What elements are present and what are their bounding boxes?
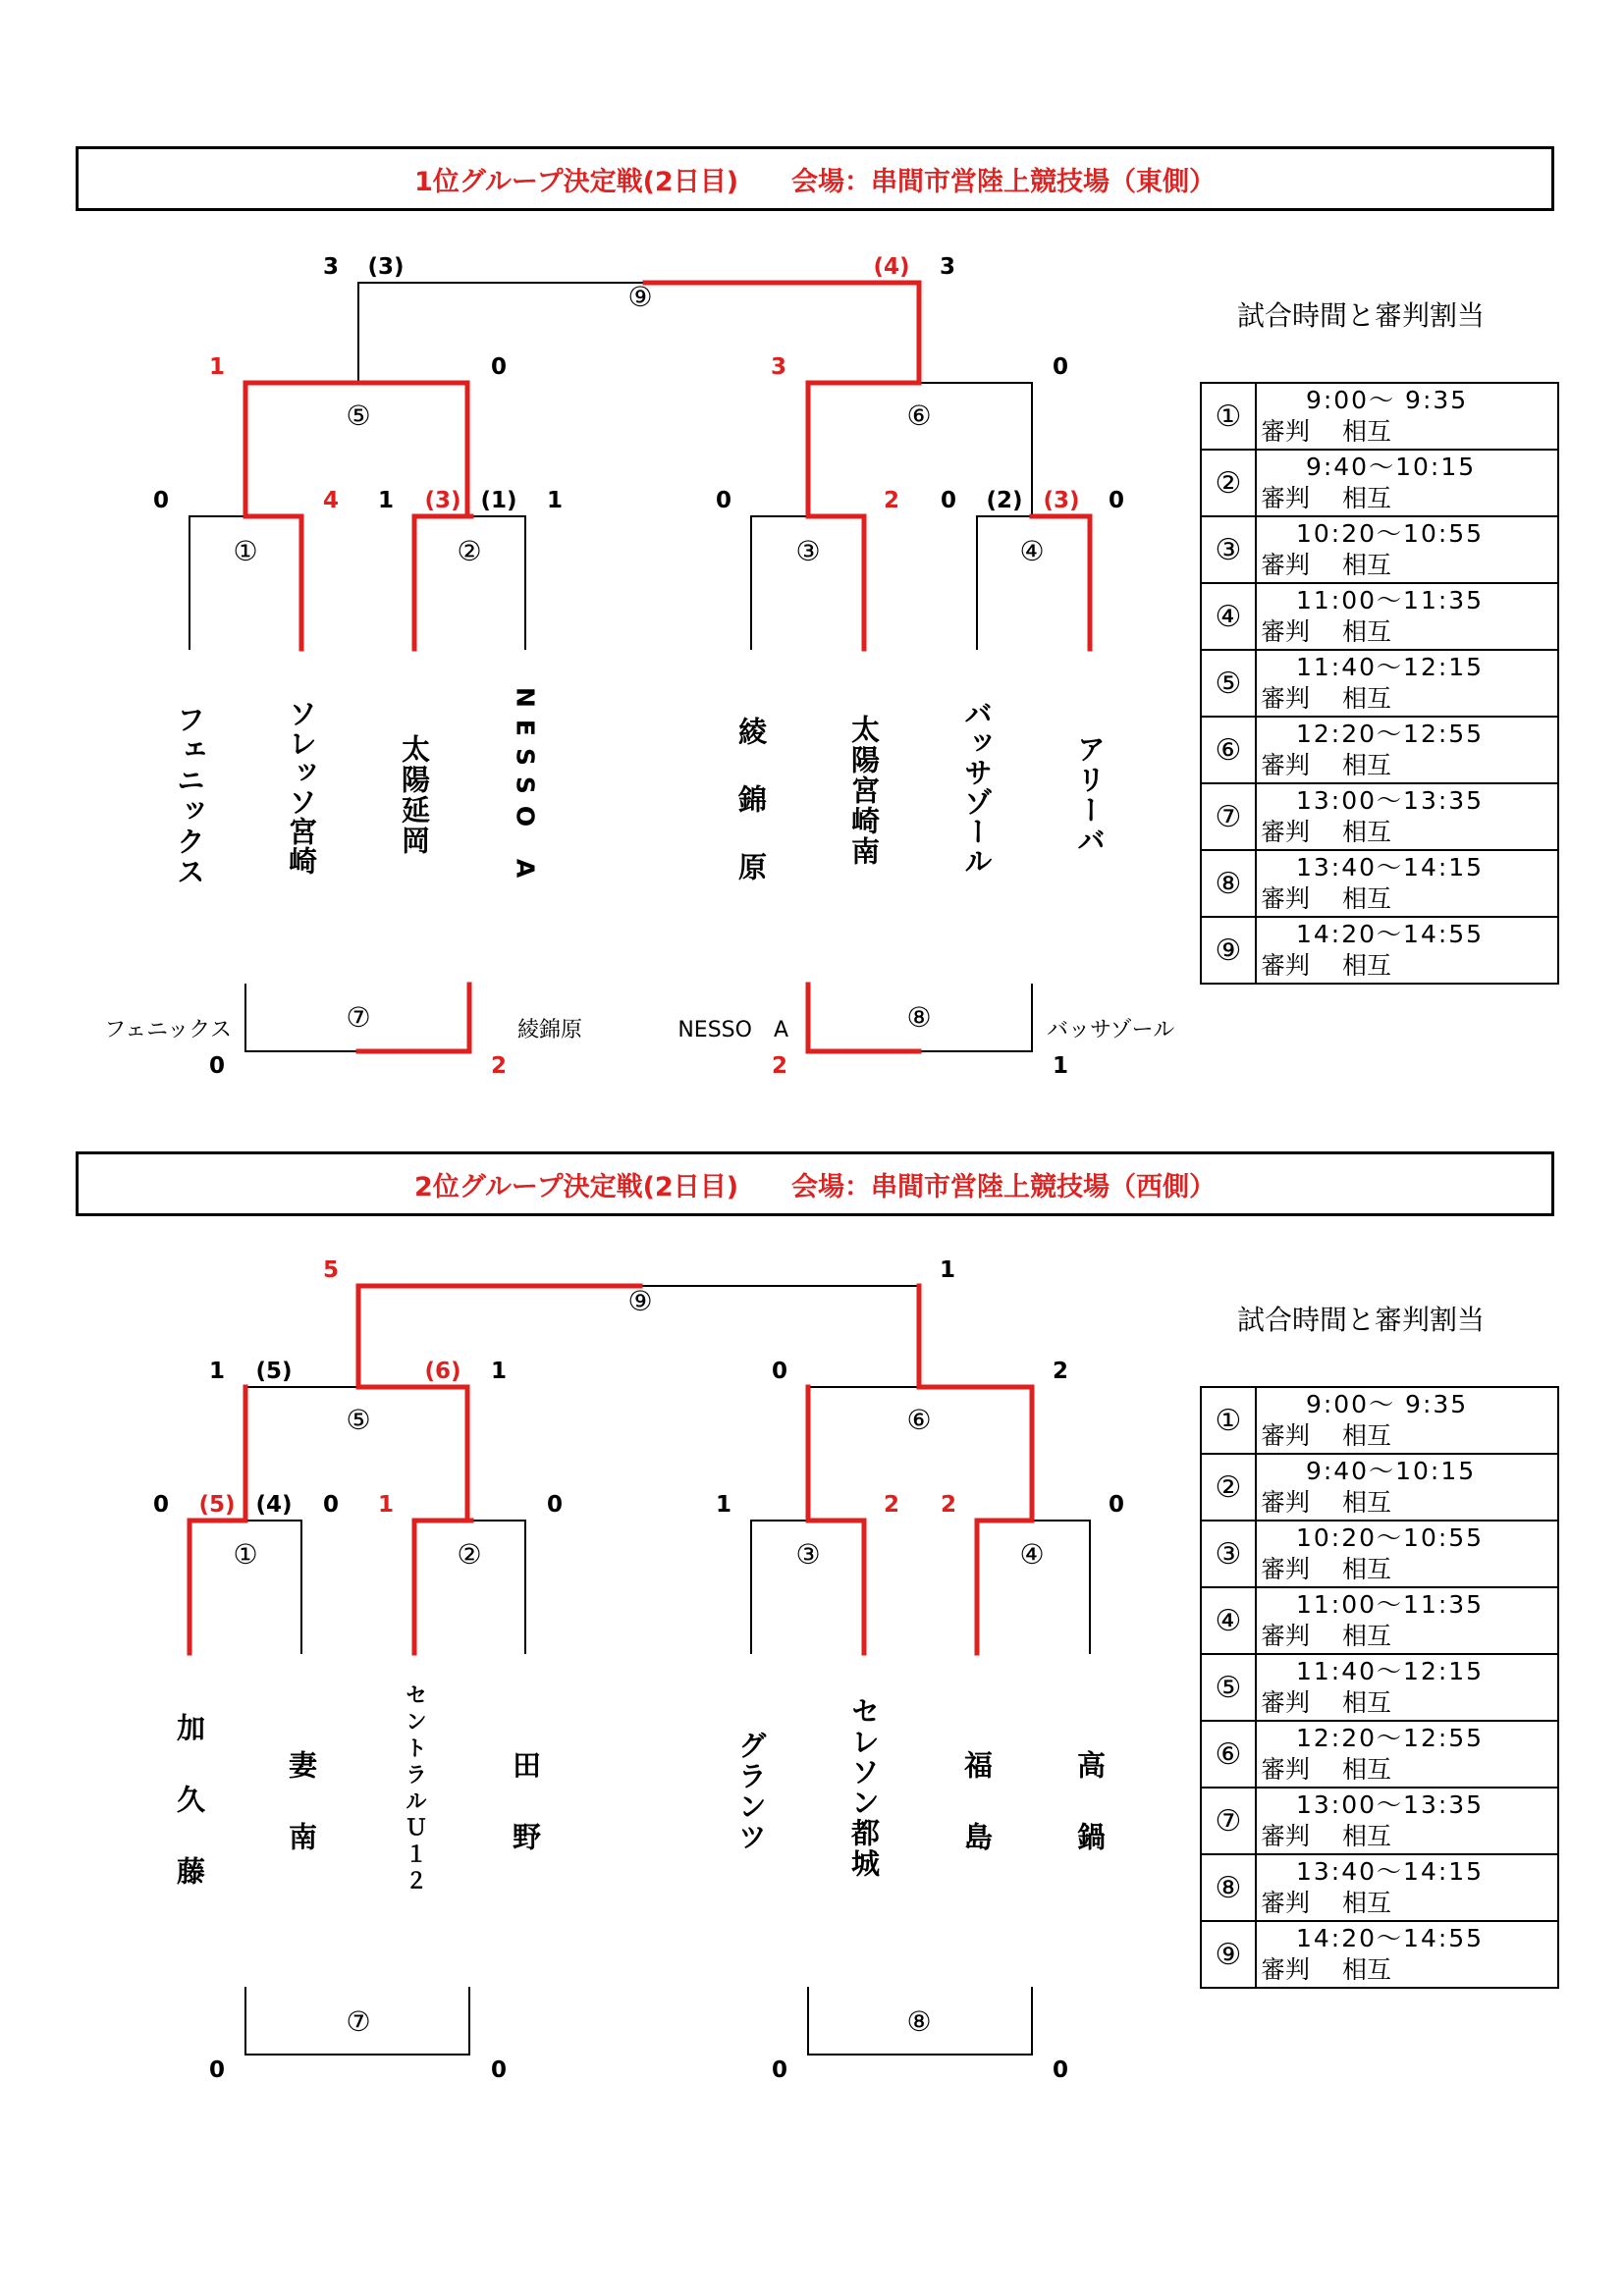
match-label: ③ (795, 535, 821, 567)
schedule-time: 13:00～13:35 (1296, 1790, 1485, 1819)
schedule-referee: 審判 相互 (1261, 818, 1391, 846)
score: 0 (490, 2057, 508, 2083)
schedule-no: ④ (1201, 583, 1256, 650)
schedule-referee: 審判 相互 (1261, 417, 1391, 446)
score: 0 (1108, 1492, 1125, 1518)
score: 0 (1108, 488, 1125, 513)
schedule-referee: 審判 相互 (1261, 884, 1391, 913)
score: 0 (771, 1359, 788, 1384)
team-name: ソレッソ宮崎 (285, 699, 318, 876)
pk-score: (4) (873, 254, 910, 280)
team-name: 妻南 (285, 1750, 318, 1894)
score: 1 (715, 1492, 732, 1518)
schedule-no: ⑦ (1201, 783, 1256, 850)
schedule-row (1201, 1654, 1558, 1721)
match-label: ⑤ (346, 400, 371, 432)
schedule-title: 試合時間と審判割当 (1237, 299, 1486, 332)
pk-score: (1) (480, 488, 517, 513)
schedule-no: ⑦ (1201, 1788, 1256, 1854)
match-label: ① (233, 1538, 258, 1571)
team-name: 太陽延岡 (398, 734, 431, 856)
pk-score: (2) (986, 488, 1023, 513)
team-name: グランツ (734, 1731, 768, 1852)
score: 4 (322, 488, 340, 513)
pk-score: (3) (367, 254, 405, 280)
schedule-time: 11:00～11:35 (1296, 1590, 1485, 1619)
score: 0 (152, 1492, 170, 1518)
score: 2 (883, 1492, 900, 1518)
match-label: ③ (795, 1538, 821, 1571)
score: 1 (546, 488, 564, 513)
score: 3 (322, 254, 340, 280)
team-name: NESSO A (511, 687, 540, 890)
score: 2 (940, 1492, 957, 1518)
schedule-row (1201, 1721, 1558, 1788)
team-name: バッサゾール (960, 699, 994, 876)
pk-score: (4) (255, 1492, 293, 1518)
match-label: ⑥ (906, 1404, 932, 1436)
schedule-no: ⑤ (1201, 1654, 1256, 1721)
schedule-referee: 審判 相互 (1261, 1755, 1391, 1784)
score: 1 (208, 354, 226, 380)
score: 0 (152, 488, 170, 513)
schedule-no: ⑨ (1201, 1921, 1256, 1988)
schedule-referee: 審判 相互 (1261, 1555, 1391, 1583)
placement-team: フェニックス (104, 1018, 232, 1042)
schedule-time: 14:20～14:55 (1296, 1924, 1485, 1952)
score: 0 (208, 2057, 226, 2083)
match-label: ⑥ (906, 400, 932, 432)
team-name: フェニックス (173, 705, 206, 887)
schedule-referee: 審判 相互 (1261, 617, 1391, 646)
schedule-referee: 審判 相互 (1261, 684, 1391, 713)
schedule-referee: 審判 相互 (1261, 1955, 1391, 1984)
section-1-header: 1位グループ決定戦(2日目) 会場：串間市営陸上競技場（東側） (76, 146, 1554, 211)
score: 0 (715, 488, 732, 513)
match-label: ② (457, 1538, 482, 1571)
match-label: ⑧ (906, 2005, 932, 2038)
score: 2 (883, 488, 900, 513)
pk-score: (5) (255, 1359, 293, 1384)
schedule-no: ② (1201, 450, 1256, 516)
schedule-no: ② (1201, 1454, 1256, 1521)
schedule-row (1201, 1788, 1558, 1854)
team-name: 福島 (960, 1750, 994, 1894)
schedule-time: 14:20～14:55 (1296, 920, 1485, 948)
schedule-no: ⑤ (1201, 650, 1256, 717)
schedule-referee: 審判 相互 (1261, 484, 1391, 512)
schedule-no: ⑥ (1201, 717, 1256, 783)
score: 2 (1052, 1359, 1069, 1384)
schedule-table (1200, 1386, 1559, 1989)
schedule-row (1201, 1387, 1558, 1454)
score: 0 (940, 488, 957, 513)
match-label: ⑦ (346, 1001, 371, 1034)
schedule-row (1201, 1521, 1558, 1587)
score: 1 (377, 1492, 395, 1518)
schedule-no: ③ (1201, 516, 1256, 583)
schedule-title: 試合時間と審判割当 (1237, 1304, 1486, 1336)
match-label: ⑨ (627, 281, 653, 313)
schedule-referee: 審判 相互 (1261, 951, 1391, 980)
schedule-referee: 審判 相互 (1261, 1688, 1391, 1717)
schedule-no: ① (1201, 1387, 1256, 1454)
score: 0 (1052, 354, 1069, 380)
schedule-row (1201, 1587, 1558, 1654)
pk-score: (5) (198, 1492, 236, 1518)
match-label: ⑧ (906, 1001, 932, 1034)
score: 1 (490, 1359, 508, 1384)
schedule-time: 11:00～11:35 (1296, 586, 1485, 614)
schedule-row (1201, 1921, 1558, 1988)
schedule-time: 11:40～12:15 (1296, 1657, 1485, 1685)
schedule-referee: 審判 相互 (1261, 1622, 1391, 1650)
team-name: 田野 (509, 1750, 542, 1894)
schedule-no: ③ (1201, 1521, 1256, 1587)
schedule-time: 10:20～10:55 (1296, 519, 1485, 548)
match-label: ⑦ (346, 2005, 371, 2038)
section-2-header: 2位グループ決定戦(2日目) 会場：串間市営陸上競技場（西側） (76, 1151, 1554, 1216)
score: 2 (771, 1053, 788, 1079)
schedule-no: ⑧ (1201, 850, 1256, 917)
schedule-time: 9:40～10:15 (1296, 453, 1477, 481)
match-label: ④ (1019, 1538, 1045, 1571)
schedule-referee: 審判 相互 (1261, 751, 1391, 779)
schedule-referee: 審判 相互 (1261, 1421, 1391, 1450)
score: 1 (377, 488, 395, 513)
schedule-time: 12:20～12:55 (1296, 720, 1485, 748)
schedule-time: 11:40～12:15 (1296, 653, 1485, 681)
score: 0 (322, 1492, 340, 1518)
score: 5 (322, 1257, 340, 1283)
placement-team: 綾錦原 (517, 1018, 583, 1042)
team-name: 綾錦原 (734, 717, 768, 920)
team-name: セントラルＵ１２ (402, 1683, 427, 1896)
team-name: 高鍋 (1073, 1750, 1107, 1894)
pk-score: (3) (424, 488, 461, 513)
schedule-no: ⑥ (1201, 1721, 1256, 1788)
match-label: ② (457, 535, 482, 567)
schedule-referee: 審判 相互 (1261, 551, 1391, 579)
placement-team: NESSO A (677, 1018, 788, 1042)
schedule-row (1201, 1854, 1558, 1921)
pk-score: (6) (424, 1359, 461, 1384)
schedule-referee: 審判 相互 (1261, 1488, 1391, 1517)
score: 0 (546, 1492, 564, 1518)
schedule-time: 13:40～14:15 (1296, 853, 1485, 881)
score: 3 (770, 354, 787, 380)
score: 3 (939, 254, 956, 280)
score: 0 (1052, 2057, 1069, 2083)
match-label: ① (233, 535, 258, 567)
schedule-no: ⑧ (1201, 1854, 1256, 1921)
schedule-time: 13:00～13:35 (1296, 786, 1485, 815)
score: 1 (939, 1257, 956, 1283)
schedule-time: 9:40～10:15 (1296, 1457, 1477, 1485)
schedule-time: 9:00～ 9:35 (1296, 386, 1469, 414)
score: 1 (208, 1359, 226, 1384)
schedule-referee: 審判 相互 (1261, 1822, 1391, 1850)
schedule-no: ⑨ (1201, 917, 1256, 984)
schedule-no: ④ (1201, 1587, 1256, 1654)
schedule-time: 10:20～10:55 (1296, 1523, 1485, 1552)
score: 2 (490, 1053, 508, 1079)
schedule-time: 13:40～14:15 (1296, 1857, 1485, 1886)
team-name: アリーバ (1073, 734, 1107, 856)
match-label: ⑨ (627, 1285, 653, 1317)
team-name: 太陽宮崎南 (847, 715, 881, 867)
match-label: ⑤ (346, 1404, 371, 1436)
placement-team: バッサゾール (1047, 1018, 1175, 1042)
schedule-row (1201, 1454, 1558, 1521)
match-label: ④ (1019, 535, 1045, 567)
score: 0 (208, 1053, 226, 1079)
pk-score: (3) (1043, 488, 1080, 513)
schedule-no: ① (1201, 383, 1256, 450)
schedule-time: 12:20～12:55 (1296, 1724, 1485, 1752)
schedule-referee: 審判 相互 (1261, 1889, 1391, 1917)
team-name: 加久藤 (173, 1713, 206, 1928)
team-name: セレソン都城 (847, 1696, 881, 1879)
score: 0 (771, 2057, 788, 2083)
schedule-time: 9:00～ 9:35 (1296, 1390, 1469, 1418)
score: 0 (490, 354, 508, 380)
score: 1 (1052, 1053, 1069, 1079)
